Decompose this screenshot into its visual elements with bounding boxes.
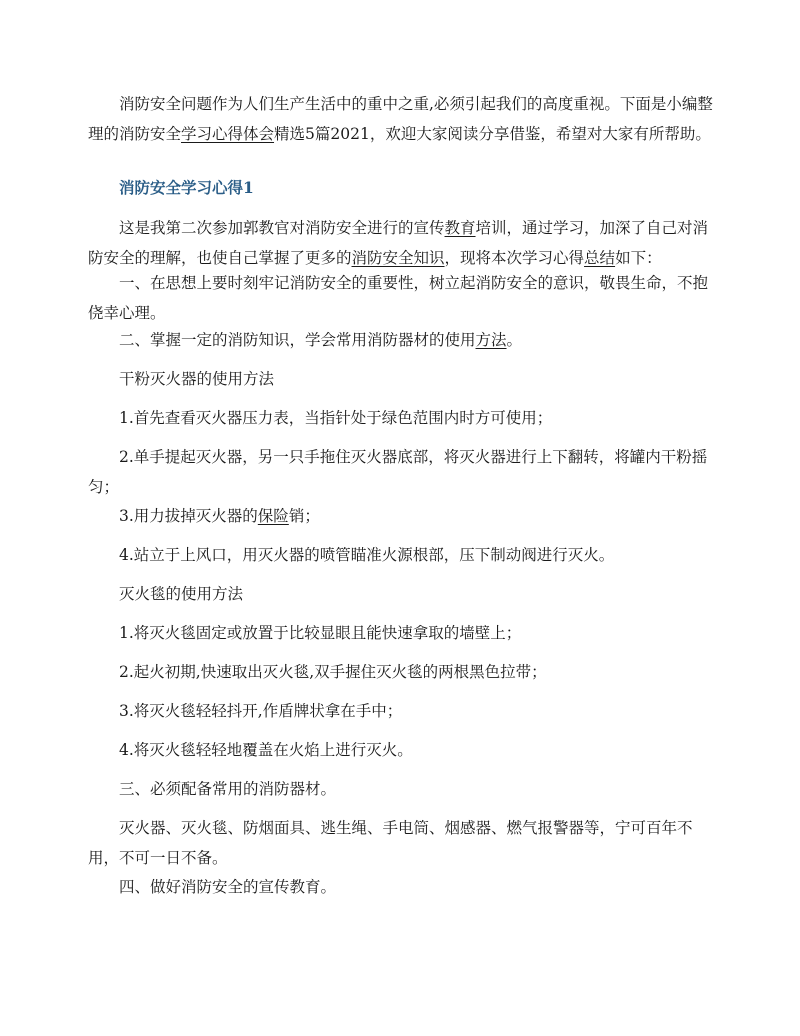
intro-text-end: 精选5篇2021，欢迎大家阅读分享借鉴，希望对大家有所帮助。 xyxy=(274,125,711,143)
step-3-text: 3.用力拔掉灭火器的 xyxy=(119,507,258,525)
blanket-step-4: 4.将灭火毯轻轻地覆盖在火焰上进行灭火。 xyxy=(119,741,413,759)
summary-link[interactable]: 总结 xyxy=(584,249,616,267)
point-4: 四、做好消防安全的宣传教育。 xyxy=(119,878,337,896)
p1-text-d: 如下： xyxy=(615,249,662,267)
extinguisher-step-1: 1.首先查看灭火器压力表，当指针处于绿色范围内时方可使用； xyxy=(119,409,553,427)
point-3: 三、必须配备常用的消防器材。 xyxy=(119,780,337,798)
extinguisher-step-3 xyxy=(88,501,714,531)
point-2-text: 二、掌握一定的消防知识，学会常用消防器材的使用 xyxy=(119,331,476,349)
step-3-end: 销； xyxy=(288,507,320,525)
blanket-step-3: 3.将灭火毯轻轻抖开,作盾牌状拿在手中； xyxy=(119,702,403,720)
p1-text-b: 培训，通过学习，加深了自己对消防安全的理解，也使自己掌握了更多的 xyxy=(88,219,709,267)
extinguisher-heading: 干粉灭火器的使用方法 xyxy=(119,370,275,388)
extinguisher-step-2: 2.单手提起灭火器，另一只手拖住灭火器底部，将灭火器进行上下翻转，将罐内干粉摇匀； xyxy=(88,448,708,496)
p1-text-a: 这是我第二次参加郭教官对消防安全进行的宣传 xyxy=(119,219,445,237)
method-link[interactable]: 方法 xyxy=(475,331,507,349)
intro-paragraph xyxy=(88,89,714,149)
study-experience-link[interactable]: 学习心得体会 xyxy=(181,125,275,143)
section-title: 消防安全学习心得1 xyxy=(119,178,254,197)
blanket-step-1: 1.将灭火毯固定或放置于比较显眼且能快速拿取的墙壁上； xyxy=(119,624,522,642)
point-2-end: 。 xyxy=(506,331,523,349)
point-2 xyxy=(88,325,714,355)
equipment-list: 灭火器、灭火毯、防烟面具、逃生绳、手电筒、烟感器、燃气报警器等，宁可百年不用，不可一日不备。 xyxy=(88,819,693,867)
p1-text-c: ，现将本次学习心得 xyxy=(444,249,585,267)
extinguisher-step-4: 4.站立于上风口，用灭火器的喷管瞄准火源根部，压下制动阀进行灭火。 xyxy=(119,546,615,564)
blanket-heading: 灭火毯的使用方法 xyxy=(119,585,244,603)
blanket-step-2: 2.起火初期,快速取出灭火毯,双手握住灭火毯的两根黑色拉带； xyxy=(119,663,547,681)
education-link[interactable]: 教育 xyxy=(444,219,476,237)
insurance-link[interactable]: 保险 xyxy=(257,507,289,525)
point-1: 一、在思想上要时刻牢记消防安全的重要性，树立起消防安全的意识，敬畏生命，不抱侥幸心理。 xyxy=(88,274,709,322)
intro-text: 消防安全问题作为人们生产生活中的重中之重,必须引起我们的高度重视。下面是小编整理的消防安全 xyxy=(88,95,713,143)
paragraph-1 xyxy=(88,213,714,273)
fire-safety-knowledge-link[interactable]: 消防安全知识 xyxy=(351,249,445,267)
